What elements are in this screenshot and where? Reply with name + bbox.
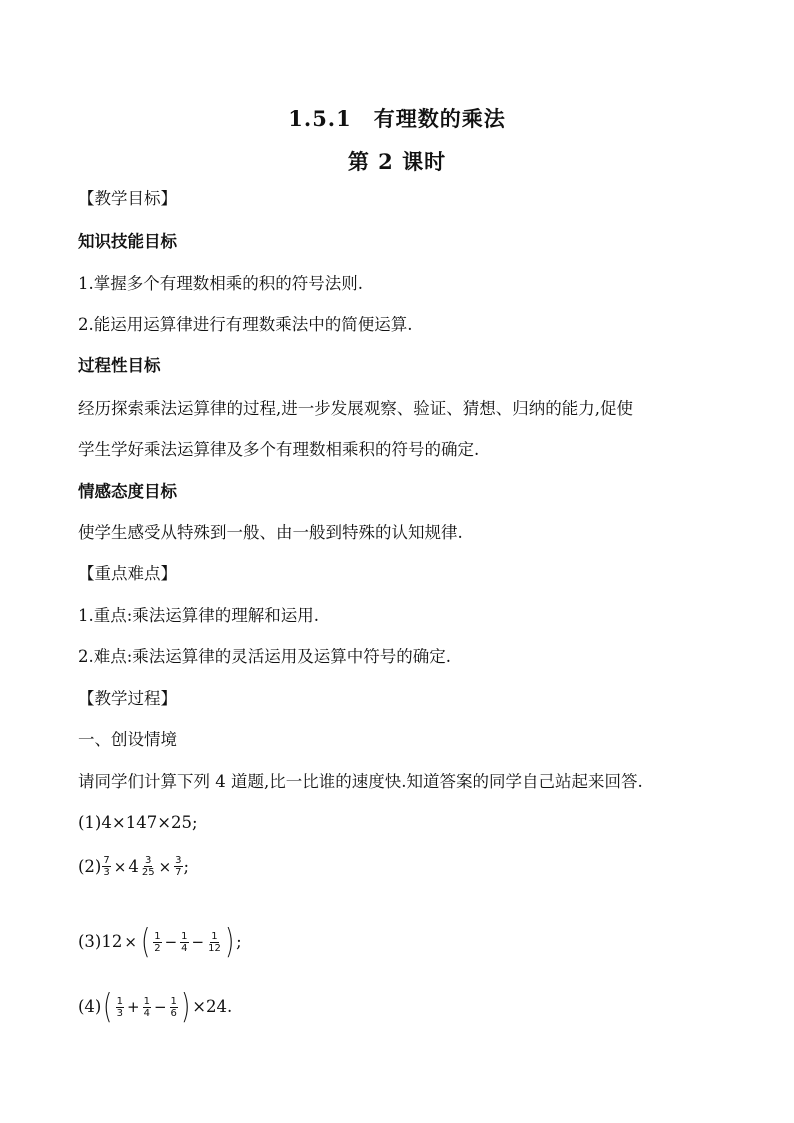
page-subtitle: 第 2 课时 — [347, 149, 447, 174]
knowledge-heading: 知识技能目标 — [78, 232, 177, 251]
problem-3 — [78, 922, 738, 962]
problem-4-label: (4) — [78, 997, 102, 1016]
semicolon: ; — [236, 932, 242, 951]
times-sign: × — [113, 857, 127, 876]
coefficient: 12 — [101, 932, 123, 951]
teaching-process-heading: 【教学过程】 — [78, 689, 177, 708]
problem-1: (1)4×147×25; — [78, 813, 198, 832]
knowledge-item-2: 2.能运用运算律进行有理数乘法中的简便运算. — [78, 315, 413, 334]
denominator: 25 — [141, 867, 155, 878]
numerator: 3 — [175, 855, 182, 866]
page-title: 1.5.1 有理数的乘法 — [288, 106, 506, 131]
problem-2 — [78, 855, 738, 878]
problem-3-label: (3) — [78, 932, 102, 951]
fraction — [102, 855, 110, 878]
denominator: 2 — [154, 942, 161, 954]
denominator: 12 — [208, 942, 221, 954]
knowledge-item-1: 1.掌握多个有理数相乘的积的符号法则. — [78, 274, 363, 293]
denominator: 6 — [170, 1007, 177, 1019]
numerator: 3 — [145, 855, 152, 866]
right-paren: ) — [180, 987, 191, 1027]
fraction — [143, 996, 151, 1019]
fraction — [170, 996, 178, 1019]
denominator: 3 — [103, 867, 110, 878]
minus-sign: − — [164, 933, 178, 951]
numerator: 1 — [170, 995, 177, 1007]
fraction — [180, 931, 188, 954]
process-text-line-2: 学生学好乘法运算律及多个有理数相乘积的符号的确定. — [78, 440, 480, 459]
numerator: 1 — [181, 930, 188, 942]
denominator: 4 — [143, 1007, 150, 1019]
step1-text: 请同学们计算下列 4 道题,比一比谁的速度快.知道答案的同学自己站起来回答. — [78, 772, 643, 791]
fraction — [153, 931, 161, 954]
left-paren: ( — [103, 987, 113, 1027]
denominator: 4 — [181, 942, 188, 954]
denominator: 7 — [175, 867, 182, 878]
problem-4-tail: ×24. — [192, 997, 233, 1016]
times-sign: × — [124, 933, 137, 951]
keypoint-1: 1.重点:乘法运算律的理解和运用. — [78, 606, 320, 625]
numerator: 1 — [211, 930, 218, 942]
denominator: 3 — [116, 1007, 124, 1019]
problem-2-label: (2) — [78, 856, 102, 876]
minus-sign: − — [153, 998, 167, 1016]
process-text-line-1: 经历探索乘法运算律的过程,进一步发展观察、验证、猜想、归纳的能力,促使 — [78, 399, 633, 418]
numerator: 1 — [154, 930, 161, 942]
mixed-whole: 4 — [128, 856, 139, 876]
semicolon: ; — [183, 856, 190, 876]
numerator: 1 — [116, 995, 124, 1007]
keypoint-2: 2.难点:乘法运算律的灵活运用及运算中符号的确定. — [78, 647, 452, 666]
plus-sign: + — [127, 998, 140, 1016]
keypoints-heading: 【重点难点】 — [78, 564, 177, 583]
objectives-heading: 【教学目标】 — [78, 189, 177, 208]
numerator: 7 — [103, 855, 110, 866]
right-paren: ) — [224, 922, 235, 962]
step1-heading: 一、创设情境 — [78, 730, 177, 749]
fraction — [207, 931, 222, 954]
problem-4 — [78, 987, 738, 1027]
fraction — [174, 855, 182, 878]
left-paren: ( — [140, 922, 151, 962]
emotion-heading: 情感态度目标 — [78, 482, 177, 501]
numerator: 1 — [143, 995, 150, 1007]
fraction — [141, 855, 156, 878]
times-sign: × — [158, 857, 172, 876]
minus-sign: − — [191, 933, 205, 951]
process-heading: 过程性目标 — [78, 356, 161, 375]
fraction — [116, 996, 124, 1019]
emotion-text: 使学生感受从特殊到一般、由一般到特殊的认知规律. — [78, 523, 463, 542]
